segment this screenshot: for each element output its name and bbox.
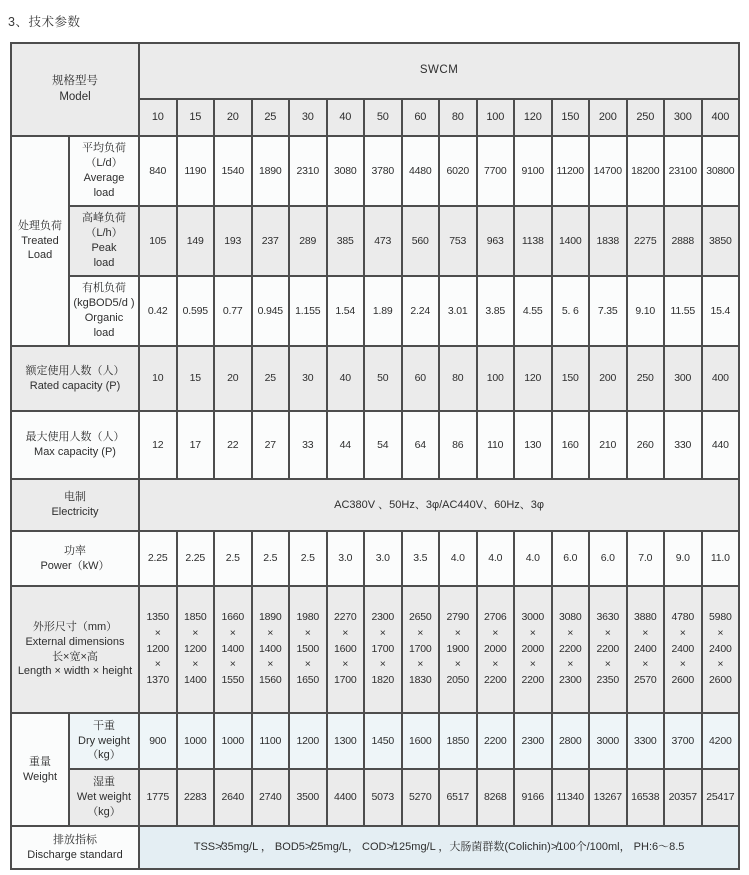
value-cell: 3000 <box>589 713 627 769</box>
model-cell: 25 <box>252 99 290 136</box>
value-cell: 1100 <box>252 713 290 769</box>
model-cell: 20 <box>214 99 252 136</box>
value-cell: 3000 × 2000 × 2200 <box>514 586 552 713</box>
value-cell: 0.77 <box>214 276 252 346</box>
value-cell: 250 <box>627 346 665 411</box>
value-cell: 120 <box>514 346 552 411</box>
value-cell: 2275 <box>627 206 665 276</box>
value-cell: 20 <box>214 346 252 411</box>
value-cell: 3.0 <box>327 531 365 586</box>
group-label-treated_load: 处理负荷 Treated Load <box>11 136 69 346</box>
model-cell: 80 <box>439 99 477 136</box>
value-cell: 2740 <box>252 769 290 826</box>
model-cell: 60 <box>402 99 440 136</box>
value-cell: 110 <box>477 411 515 479</box>
span-value-electricity: AC380V 、50Hz、3φ/AC440V、60Hz、3φ <box>139 479 739 531</box>
value-cell: 4.55 <box>514 276 552 346</box>
value-cell: 2200 <box>477 713 515 769</box>
value-cell: 1.89 <box>364 276 402 346</box>
row-label-max_capacity: 最大使用人数（人） Max capacity (P) <box>11 411 139 479</box>
spec-table-body <box>11 43 739 869</box>
row-label-wet_weight: 湿重 Wet weight （kg） <box>69 769 139 826</box>
value-cell: 150 <box>552 346 590 411</box>
spec-table <box>10 42 740 870</box>
value-cell: 12 <box>139 411 177 479</box>
value-cell: 54 <box>364 411 402 479</box>
value-cell: 3300 <box>627 713 665 769</box>
value-cell: 2.25 <box>139 531 177 586</box>
value-cell: 7.35 <box>589 276 627 346</box>
value-cell: 300 <box>664 346 702 411</box>
value-cell: 3080 × 2200 × 2300 <box>552 586 590 713</box>
model-cell: 50 <box>364 99 402 136</box>
value-cell: 5270 <box>402 769 440 826</box>
value-cell: 1850 × 1200 × 1400 <box>177 586 215 713</box>
value-cell: 9.10 <box>627 276 665 346</box>
value-cell: 2790 × 1900 × 2050 <box>439 586 477 713</box>
span-value-discharge: TSS≯35mg/L ， BOD5≯25mg/L， COD≯125mg/L ，大肠菌群数(Colichin)≯100个/100ml， PH:6～8.5 <box>139 826 739 869</box>
value-cell: 2.25 <box>177 531 215 586</box>
value-cell: 0.42 <box>139 276 177 346</box>
value-cell: 1540 <box>214 136 252 206</box>
value-cell: 2650 × 1700 × 1830 <box>402 586 440 713</box>
value-cell: 20357 <box>664 769 702 826</box>
value-cell: 193 <box>214 206 252 276</box>
value-cell: 1190 <box>177 136 215 206</box>
value-cell: 22 <box>214 411 252 479</box>
value-cell: 7.0 <box>627 531 665 586</box>
row-label-electricity: 电制 Electricity <box>11 479 139 531</box>
row-label-average_load: 平均负荷 （L/d） Average load <box>69 136 139 206</box>
value-cell: 0.945 <box>252 276 290 346</box>
value-cell: 16538 <box>627 769 665 826</box>
value-cell: 2300 <box>514 713 552 769</box>
value-cell: 5980 × 2400 × 2600 <box>702 586 740 713</box>
value-cell: 4200 <box>702 713 740 769</box>
model-cell: 120 <box>514 99 552 136</box>
value-cell: 1890 <box>252 136 290 206</box>
value-cell: 4480 <box>402 136 440 206</box>
value-cell: 11.0 <box>702 531 740 586</box>
model-cell: 400 <box>702 99 740 136</box>
value-cell: 4400 <box>327 769 365 826</box>
value-cell: 5. 6 <box>552 276 590 346</box>
value-cell: 60 <box>402 346 440 411</box>
model-cell: 100 <box>477 99 515 136</box>
value-cell: 6.0 <box>552 531 590 586</box>
value-cell: 100 <box>477 346 515 411</box>
value-cell: 385 <box>327 206 365 276</box>
value-cell: 3630 × 2200 × 2350 <box>589 586 627 713</box>
series-label: SWCM <box>139 43 739 99</box>
value-cell: 400 <box>702 346 740 411</box>
value-cell: 1350 × 1200 × 1370 <box>139 586 177 713</box>
spec-table-wrapper <box>10 42 740 870</box>
value-cell: 9.0 <box>664 531 702 586</box>
value-cell: 6.0 <box>589 531 627 586</box>
value-cell: 840 <box>139 136 177 206</box>
value-cell: 64 <box>402 411 440 479</box>
value-cell: 23100 <box>664 136 702 206</box>
row-label-power: 功率 Power（kW） <box>11 531 139 586</box>
value-cell: 1.54 <box>327 276 365 346</box>
value-cell: 25 <box>252 346 290 411</box>
value-cell: 1.155 <box>289 276 327 346</box>
value-cell: 9166 <box>514 769 552 826</box>
value-cell: 4.0 <box>439 531 477 586</box>
value-cell: 1000 <box>177 713 215 769</box>
value-cell: 86 <box>439 411 477 479</box>
model-cell: 150 <box>552 99 590 136</box>
value-cell: 3.5 <box>402 531 440 586</box>
value-cell: 11200 <box>552 136 590 206</box>
value-cell: 5073 <box>364 769 402 826</box>
value-cell: 160 <box>552 411 590 479</box>
value-cell: 7700 <box>477 136 515 206</box>
model-cell: 15 <box>177 99 215 136</box>
model-cell: 200 <box>589 99 627 136</box>
section-title: 3、技术参数 <box>8 15 81 29</box>
value-cell: 10 <box>139 346 177 411</box>
value-cell: 2310 <box>289 136 327 206</box>
value-cell: 900 <box>139 713 177 769</box>
value-cell: 237 <box>252 206 290 276</box>
value-cell: 18200 <box>627 136 665 206</box>
value-cell: 11.55 <box>664 276 702 346</box>
value-cell: 2.24 <box>402 276 440 346</box>
value-cell: 15 <box>177 346 215 411</box>
value-cell: 6517 <box>439 769 477 826</box>
value-cell: 8268 <box>477 769 515 826</box>
value-cell: 130 <box>514 411 552 479</box>
value-cell: 2640 <box>214 769 252 826</box>
value-cell: 3.0 <box>364 531 402 586</box>
value-cell: 2706 × 2000 × 2200 <box>477 586 515 713</box>
value-cell: 1838 <box>589 206 627 276</box>
value-cell: 473 <box>364 206 402 276</box>
row-label-dry_weight: 干重 Dry weight （kg） <box>69 713 139 769</box>
value-cell: 1200 <box>289 713 327 769</box>
row-label-rated_capacity: 额定使用人数（人） Rated capacity (P) <box>11 346 139 411</box>
model-cell: 30 <box>289 99 327 136</box>
value-cell: 1300 <box>327 713 365 769</box>
value-cell: 1000 <box>214 713 252 769</box>
value-cell: 963 <box>477 206 515 276</box>
value-cell: 33 <box>289 411 327 479</box>
value-cell: 149 <box>177 206 215 276</box>
value-cell: 1600 <box>402 713 440 769</box>
value-cell: 2.5 <box>214 531 252 586</box>
value-cell: 3780 <box>364 136 402 206</box>
value-cell: 80 <box>439 346 477 411</box>
value-cell: 289 <box>289 206 327 276</box>
value-cell: 44 <box>327 411 365 479</box>
value-cell: 2270 × 1600 × 1700 <box>327 586 365 713</box>
value-cell: 17 <box>177 411 215 479</box>
value-cell: 30 <box>289 346 327 411</box>
value-cell: 4.0 <box>477 531 515 586</box>
value-cell: 1660 × 1400 × 1550 <box>214 586 252 713</box>
value-cell: 1450 <box>364 713 402 769</box>
value-cell: 50 <box>364 346 402 411</box>
value-cell: 3700 <box>664 713 702 769</box>
value-cell: 105 <box>139 206 177 276</box>
value-cell: 2.5 <box>252 531 290 586</box>
value-cell: 40 <box>327 346 365 411</box>
value-cell: 1400 <box>552 206 590 276</box>
value-cell: 2283 <box>177 769 215 826</box>
value-cell: 330 <box>664 411 702 479</box>
value-cell: 560 <box>402 206 440 276</box>
value-cell: 13267 <box>589 769 627 826</box>
value-cell: 3500 <box>289 769 327 826</box>
model-cell: 10 <box>139 99 177 136</box>
corner-label: 规格型号 Model <box>11 43 139 136</box>
value-cell: 3880 × 2400 × 2570 <box>627 586 665 713</box>
value-cell: 3080 <box>327 136 365 206</box>
value-cell: 1138 <box>514 206 552 276</box>
value-cell: 25417 <box>702 769 740 826</box>
value-cell: 1850 <box>439 713 477 769</box>
value-cell: 14700 <box>589 136 627 206</box>
value-cell: 3.01 <box>439 276 477 346</box>
group-label-weight: 重量 Weight <box>11 713 69 826</box>
value-cell: 6020 <box>439 136 477 206</box>
value-cell: 3850 <box>702 206 740 276</box>
row-label-organic_load: 有机负荷 (kgBOD5/d ) Organic load <box>69 276 139 346</box>
value-cell: 4780 × 2400 × 2600 <box>664 586 702 713</box>
value-cell: 11340 <box>552 769 590 826</box>
model-cell: 250 <box>627 99 665 136</box>
value-cell: 30800 <box>702 136 740 206</box>
value-cell: 4.0 <box>514 531 552 586</box>
row-label-discharge: 排放指标 Discharge standard <box>11 826 139 869</box>
value-cell: 1775 <box>139 769 177 826</box>
value-cell: 210 <box>589 411 627 479</box>
value-cell: 3.85 <box>477 276 515 346</box>
value-cell: 2.5 <box>289 531 327 586</box>
value-cell: 9100 <box>514 136 552 206</box>
value-cell: 2300 × 1700 × 1820 <box>364 586 402 713</box>
value-cell: 1890 × 1400 × 1560 <box>252 586 290 713</box>
value-cell: 440 <box>702 411 740 479</box>
row-label-dimensions: 外形尺寸（mm） External dimensions 长×宽×高 Length × width × height <box>11 586 139 713</box>
model-cell: 40 <box>327 99 365 136</box>
value-cell: 2800 <box>552 713 590 769</box>
value-cell: 15.4 <box>702 276 740 346</box>
value-cell: 27 <box>252 411 290 479</box>
value-cell: 0.595 <box>177 276 215 346</box>
value-cell: 2888 <box>664 206 702 276</box>
value-cell: 260 <box>627 411 665 479</box>
row-label-peak_load: 高峰负荷 （L/h） Peak load <box>69 206 139 276</box>
model-cell: 300 <box>664 99 702 136</box>
value-cell: 1980 × 1500 × 1650 <box>289 586 327 713</box>
value-cell: 200 <box>589 346 627 411</box>
value-cell: 753 <box>439 206 477 276</box>
